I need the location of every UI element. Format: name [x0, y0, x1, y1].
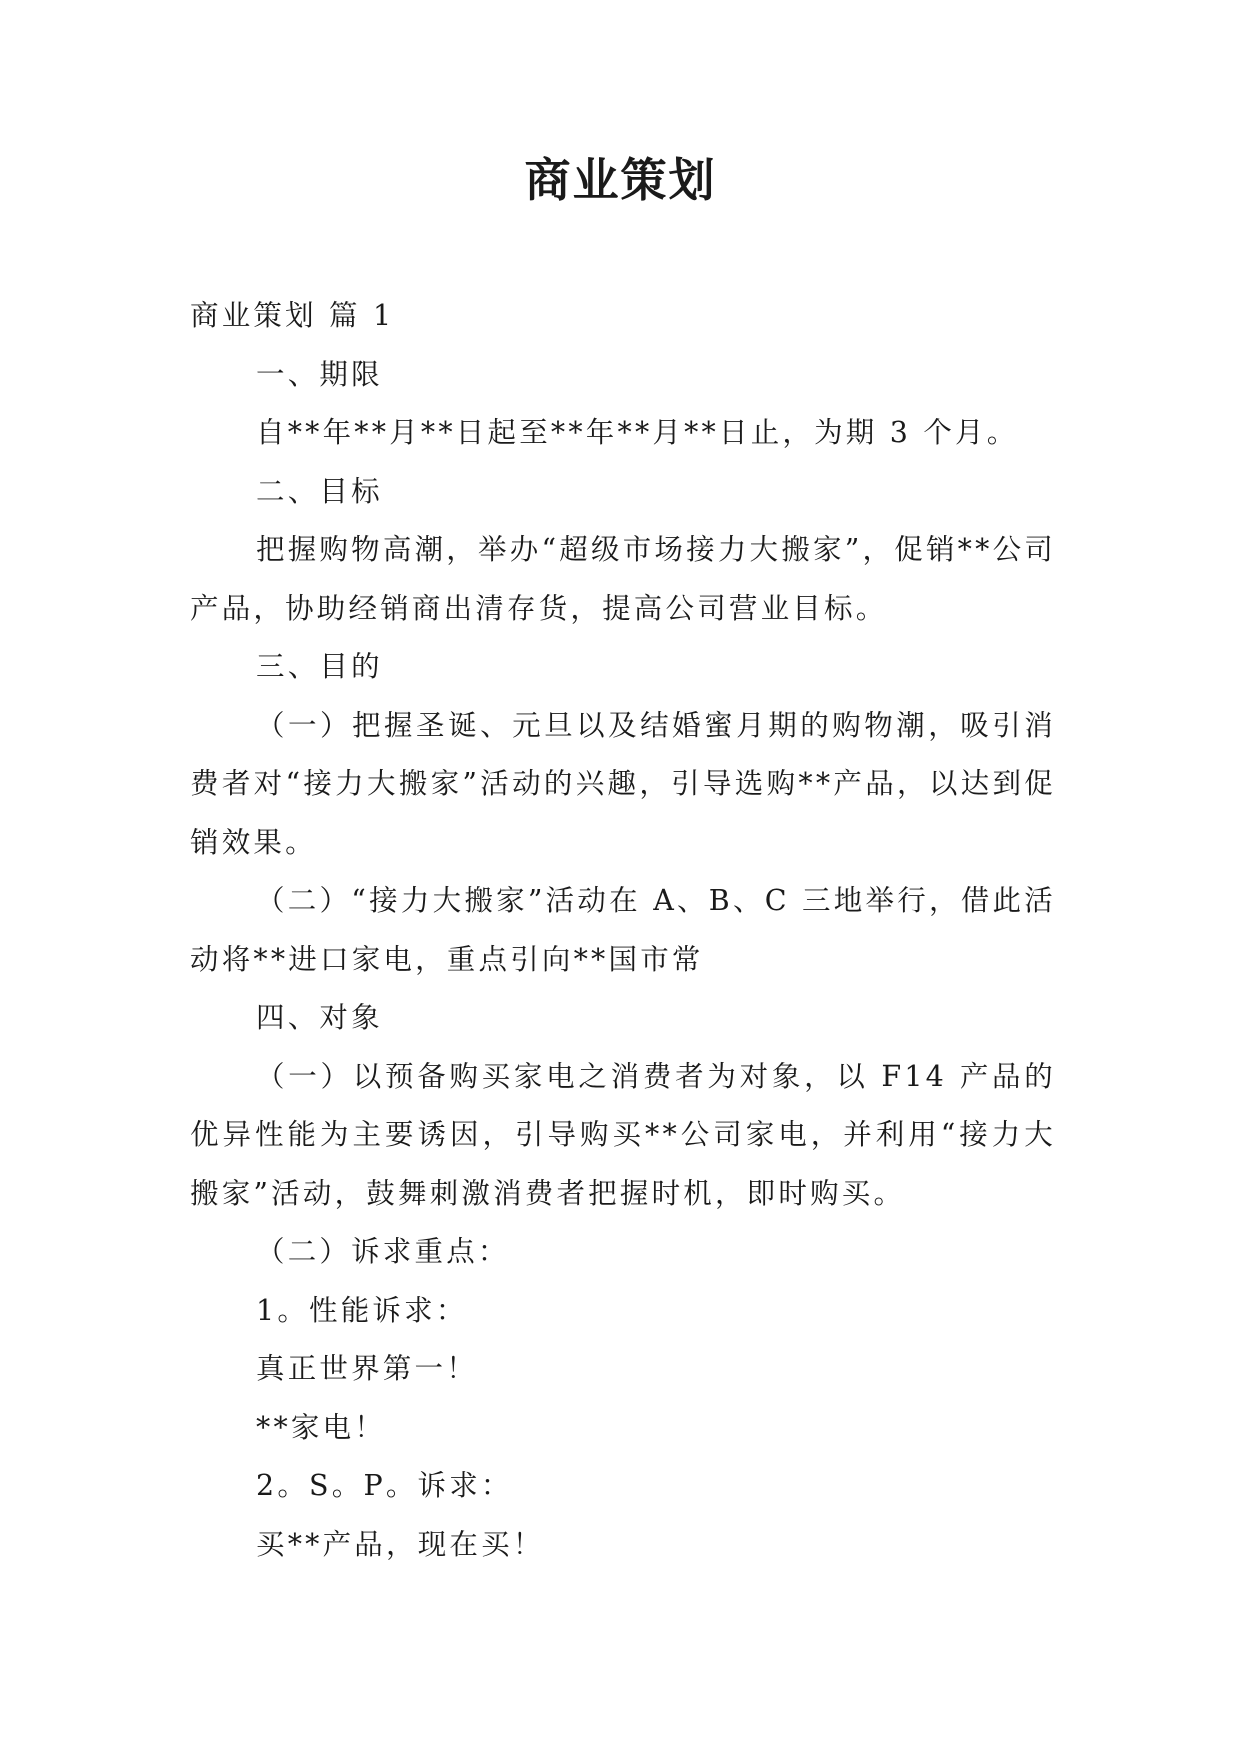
section-heading: 商业策划 篇 1	[190, 299, 395, 332]
document-body	[190, 287, 1056, 1574]
paragraph-target-1: （一）以预备购买家电之消费者为对象，以 F14 产品的优异性能为主要诱因，引导购买**公司家电，并利用“接力大搬家”活动，鼓舞刺激消费者把握时机，即时购买。	[190, 1059, 1056, 1210]
paragraph-term: 自**年**月**日起至**年**月**日止，为期 3 个月。	[256, 416, 1019, 449]
paragraph-purpose-2: （二）“接力大搬家”活动在 A、B、C 三地举行，借此活动将**进口家电，重点引向**国市常	[190, 884, 1056, 976]
paragraph-purpose-1: （一）把握圣诞、元旦以及结婚蜜月期的购物潮，吸引消费者对“接力大搬家”活动的兴趣，引导选购**产品，以达到促销效果。	[190, 708, 1056, 859]
paragraph-performance-appeal: 1。性能诉求：	[256, 1293, 468, 1327]
heading-goal: 二、目标	[256, 474, 383, 508]
document-title: 商业策划	[524, 153, 717, 207]
paragraph-slogan-2: **家电！	[256, 1410, 387, 1444]
paragraph-goal: 把握购物高潮，举办“超级市场接力大搬家”，促销**公司产品，协助经销商出清存货，提高公司营业目标。	[190, 533, 1056, 625]
paragraph-sp-appeal: 2。S。P。诉求：	[256, 1469, 513, 1502]
paragraph-slogan-1: 真正世界第一！	[256, 1352, 478, 1385]
heading-target: 四、对象	[256, 1001, 383, 1034]
paragraph-slogan-3: 买**产品，现在买！	[256, 1527, 545, 1561]
heading-term: 一、期限	[256, 357, 383, 391]
paragraph-appeal-heading: （二）诉求重点：	[256, 1235, 510, 1268]
heading-purpose: 三、目的	[256, 650, 383, 683]
